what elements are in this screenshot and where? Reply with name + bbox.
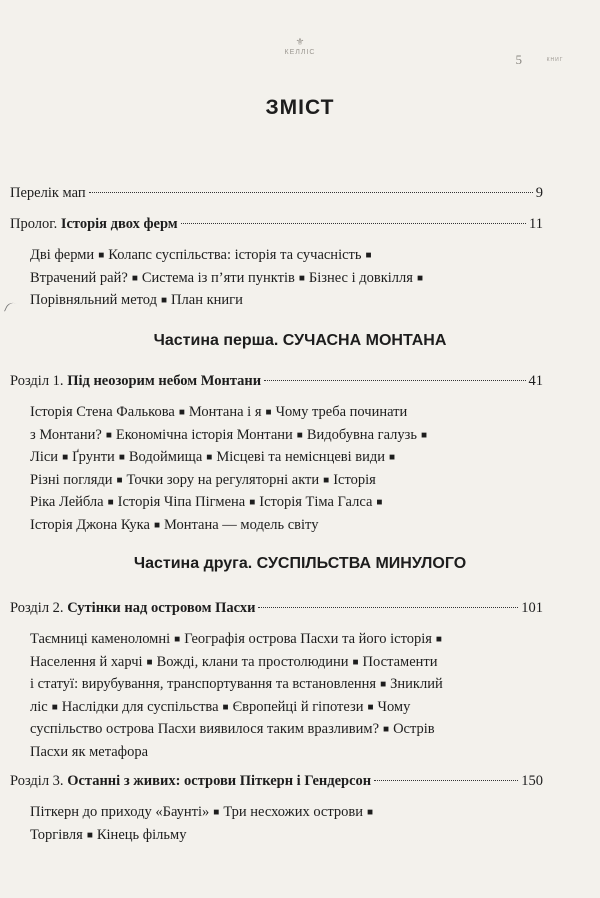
toc-entry-label: Розділ 1. Під неозорим небом Монтани xyxy=(10,373,262,389)
toc-subtopics-line xyxy=(30,628,540,653)
bullet-separator-icon: ■ xyxy=(213,807,220,818)
toc-subtopics-line xyxy=(30,741,540,764)
subtopic: Порівняльний метод xyxy=(30,292,157,309)
bullet-separator-icon: ■ xyxy=(383,724,390,736)
part-heading: Частина перша. СУЧАСНА МОНТАНА xyxy=(153,332,447,349)
bullet-separator-icon: ■ xyxy=(222,701,229,713)
toc-subtopics-line xyxy=(30,446,540,471)
subtopic: Таємниці каменоломні xyxy=(30,631,171,647)
subtopic: Торгівля xyxy=(30,826,83,843)
bullet-separator-icon: ■ xyxy=(206,452,213,464)
subtopic: з Монтани? xyxy=(30,426,102,443)
subtopic: Місцеві та неміснцеві види xyxy=(216,449,386,466)
subtopic: Постаменти xyxy=(362,653,438,670)
toc-page-number: 11 xyxy=(529,216,543,232)
subtopic: Три несхожих острови xyxy=(223,804,363,820)
bullet-separator-icon: ■ xyxy=(376,497,383,509)
toc-subtopics-line xyxy=(30,244,540,269)
toc-entry[interactable] xyxy=(10,183,543,203)
toc-entry[interactable] xyxy=(10,598,543,618)
toc-entry[interactable] xyxy=(10,771,543,791)
subtopic: Система із п’яти пунктів xyxy=(141,269,295,286)
toc-subtopics-line xyxy=(30,267,540,292)
scan-mark xyxy=(4,300,19,316)
bullet-separator-icon: ■ xyxy=(105,429,112,441)
bullet-separator-icon: ■ xyxy=(380,679,387,691)
subtopic: Чому xyxy=(377,698,411,715)
toc-subtopics-line xyxy=(30,801,540,826)
dot-leader xyxy=(258,607,518,608)
subtopic: Історія Стена Фалькова xyxy=(30,404,175,420)
toc-entry-label: Розділ 2. Сутінки над островом Пасхи xyxy=(10,600,256,616)
bullet-separator-icon: ■ xyxy=(367,701,374,713)
bullet-separator-icon: ■ xyxy=(420,429,428,441)
subtopic: Ріка Лейбла xyxy=(30,494,104,511)
toc-entry[interactable] xyxy=(10,371,543,391)
bullet-separator-icon: ■ xyxy=(62,452,69,464)
subtopic: суспільство острова Пасхи виявилося таким вразливим? xyxy=(30,721,380,738)
subtopic: Острів xyxy=(393,721,435,738)
bullet-separator-icon: ■ xyxy=(174,634,181,645)
bullet-separator-icon: ■ xyxy=(116,474,123,486)
toc-subtopics-line xyxy=(30,718,540,743)
toc-subtopics-line xyxy=(30,673,540,698)
toc-entry-label: Пролог. Історія двох ферм xyxy=(10,216,178,232)
toc-subtopics-line xyxy=(30,289,540,314)
subtopic: Монтана — модель світу xyxy=(164,517,319,533)
toc-subtopics-line xyxy=(30,696,540,721)
toc-subtopics-line xyxy=(30,424,540,449)
toc-subtopics-line xyxy=(30,514,540,539)
part-heading: Частина друга. СУСПІЛЬСТВА МИНУЛОГО xyxy=(133,555,467,572)
publisher-logo: ⚜ КЕЛЛІС КНИГ xyxy=(270,38,330,57)
bullet-separator-icon: ■ xyxy=(118,452,125,464)
subtopic: Ґрунти xyxy=(72,449,115,466)
bullet-separator-icon: ■ xyxy=(98,250,105,261)
dot-leader xyxy=(374,780,518,781)
subtopic: Водоймища xyxy=(128,449,203,466)
subtopic: Колапс суспільства: історія та сучасність xyxy=(108,247,362,263)
subtopic: Зниклий xyxy=(390,676,443,693)
page-number: 5 xyxy=(515,52,522,67)
bullet-separator-icon: ■ xyxy=(265,407,272,418)
subtopic: Вожді, клани та простолюдини xyxy=(156,653,349,670)
toc-subtopics-line xyxy=(30,469,540,494)
toc-page-number: 41 xyxy=(528,373,543,389)
subtopic: Видобувна галузь xyxy=(306,426,417,443)
toc-page-number: 101 xyxy=(521,600,543,616)
subtopic: Бізнес і довкілля xyxy=(308,269,413,286)
subtopic: Наслідки для суспільства xyxy=(61,698,219,715)
bullet-separator-icon: ■ xyxy=(352,656,359,668)
subtopic: Географія острова Пасхи та його історія xyxy=(184,631,432,647)
subtopic: Економічна історія Монтани xyxy=(115,426,293,443)
subtopic: Європейці й гіпотези xyxy=(232,698,364,715)
bullet-separator-icon: ■ xyxy=(323,474,330,486)
bullet-separator-icon: ■ xyxy=(161,295,168,307)
toc-entry[interactable] xyxy=(10,214,543,234)
bullet-separator-icon: ■ xyxy=(107,497,114,509)
dot-leader xyxy=(89,192,533,193)
subtopic: ліс xyxy=(30,698,48,715)
dot-leader xyxy=(264,380,525,381)
logo-icon: ⚜ xyxy=(295,37,305,48)
subtopic: Монтана і я xyxy=(188,404,262,420)
bullet-separator-icon: ■ xyxy=(298,272,305,284)
toc-page-number: 150 xyxy=(521,773,543,789)
subtopic: Історія Чіпа Пігмена xyxy=(117,494,246,511)
subtopic: Різні погляди xyxy=(30,471,113,488)
subtopic: Пасхи як метафора xyxy=(30,744,149,760)
bullet-separator-icon: ■ xyxy=(178,407,185,418)
bullet-separator-icon: ■ xyxy=(131,272,138,284)
subtopic: Точки зору на регуляторні акти xyxy=(126,471,320,488)
toc-entry-label: Перелік мап xyxy=(10,185,86,201)
subtopic: Чому треба починати xyxy=(275,404,408,420)
subtopic: Історія Джона Кука xyxy=(30,517,150,533)
bullet-separator-icon: ■ xyxy=(249,497,256,509)
bullet-separator-icon: ■ xyxy=(51,701,58,713)
dot-leader xyxy=(181,223,526,224)
subtopic: План книги xyxy=(171,292,243,309)
bullet-separator-icon: ■ xyxy=(365,250,372,261)
bullet-separator-icon: ■ xyxy=(153,520,160,531)
subtopic: Населення й харчі xyxy=(30,653,143,670)
bullet-separator-icon: ■ xyxy=(86,829,93,841)
subtopic: Ліси xyxy=(30,449,59,466)
subtopic: Кінець фільму xyxy=(96,826,187,843)
toc-subtopics-line xyxy=(30,401,540,426)
subtopic: Дві ферми xyxy=(30,247,95,263)
bullet-separator-icon: ■ xyxy=(367,807,374,818)
subtopic: Втрачений рай? xyxy=(30,269,128,286)
toc-subtopics-line xyxy=(30,491,540,516)
bullet-separator-icon: ■ xyxy=(389,452,396,464)
bullet-separator-icon: ■ xyxy=(296,429,303,441)
toc-subtopics-line xyxy=(30,651,540,676)
toc-page-number: 9 xyxy=(535,185,543,201)
subtopic: Історія xyxy=(333,471,376,488)
toc-entry-label: Розділ 3. Останні з живих: острови Піткерн і Гендерсон xyxy=(10,773,372,789)
subtopic: Піткерн до приходу «Баунті» xyxy=(30,804,210,820)
bullet-separator-icon: ■ xyxy=(146,656,153,668)
bullet-separator-icon: ■ xyxy=(416,272,423,284)
subtopic: Історія Тіма Галса xyxy=(259,494,373,511)
subtopic: і статуї: вирубування, транспортування та встановлення xyxy=(30,676,377,693)
toc-subtopics-line xyxy=(30,824,540,849)
page-title: ЗМІСТ xyxy=(265,96,335,119)
bullet-separator-icon: ■ xyxy=(435,634,442,645)
